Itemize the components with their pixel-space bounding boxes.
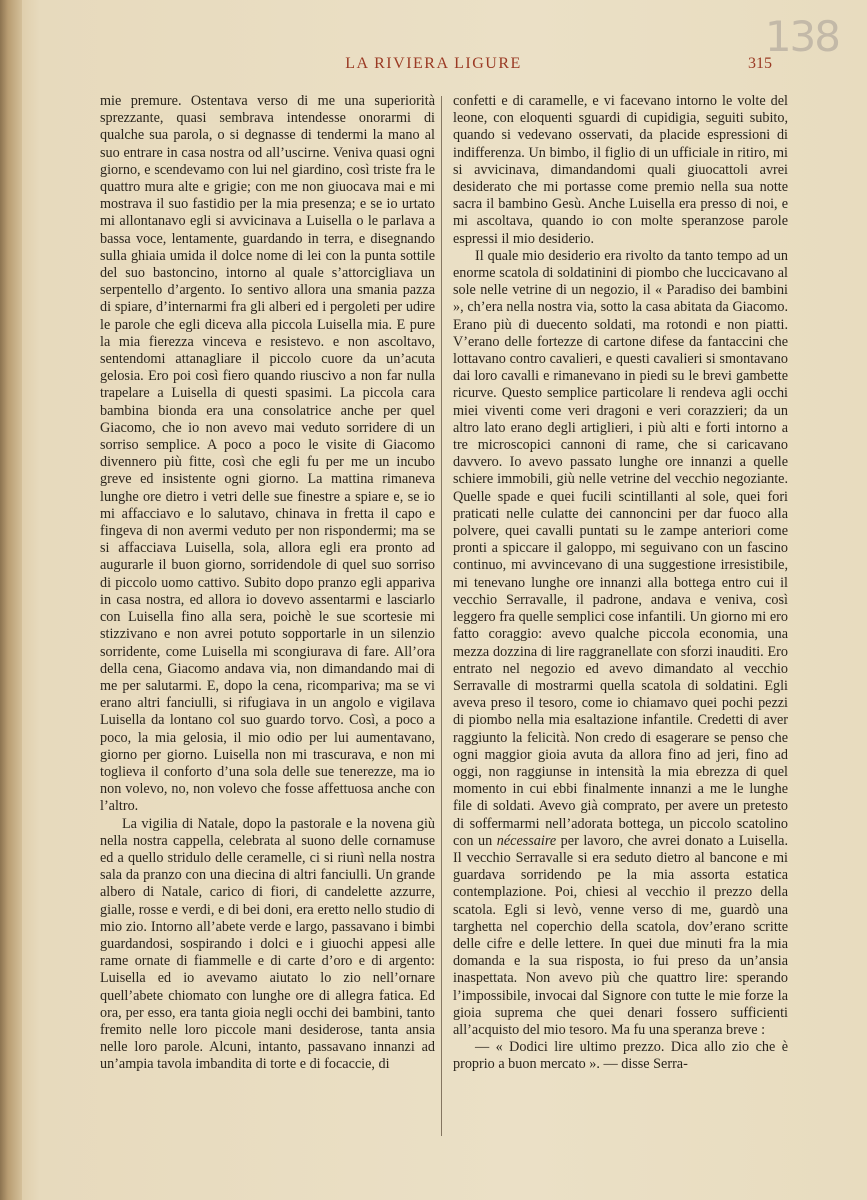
pencil-page-mark: 138 — [764, 12, 839, 61]
paragraph — [453, 248, 788, 1039]
paragraph-text: Il quale mio desiderio era rivolto da tanto tempo ad un enorme scatola di soldatinini di piombo che luccicavano al sole nelle vetrine di un negozio, il « Paradiso dei bambini », ch’era nella nostra via, sotto la casa abitata da Giacomo. Erano più di duecento soldati, ma rotondi e non piatti. V’erano delle fortezze di cartone difese da fantaccini che lottavano contro cavalieri, e questi cavalieri si smontavano dai loro cavalli e rimanevano in piedi su le brevi gambette ricurve. Questo semplice particolare li rendeva agli occhi miei viventi come veri dragoni e veri corazzieri; da un altro lato erano degli artiglieri, i più alti e forti intorno a tre microscopici cannoni di rame, che si caricavano davvero. Io avevo passato lunghe ore innanzi a quelle schiere immobili, giù nelle vetrine del vecchio negoziante. Quelle spade e quei fucili scintillanti al sole, quei fori praticati nelle culatte dei cannoncini per dar fuoco alla polvere, quei cavalli puntati su le zampe anteriori come pronti a spiccare il galoppo, mi seguivano con un fascino continuo, mi avvincevano di una suggestione irresistibile, mi tenevano lunghe ore innanzi alla bottega entro cui il vecchio Serravalle, il padrone, andava e veniva, così leggero fra quelle semplici cose infantili. Un giorno mi ero fatto coraggio: avevo qualche piccola economia, una mezza dozzina di lire raggranellate con sforzi inauditi. Ero entrato nel negozio ed avevo dimandato al vecchio Serravalle di mostrarmi quella scatola di soldatini. Egli aveva preso il tesoro, come io chiamavo quei pochi pezzi di piombo nella mia esaltazione infantile. Credetti di aver raggiunto la felicità. Non credo di esagerare se penso che ogni maggior gioia avuta da allora fino ad jeri, fino ad oggi, non raggiunse in intensità la mia ebrezza di quel momento in cui ebbi finalmente innanzi a me le lunghe file di soldati. Avevo già comprato, per avere un pretesto di soffermarmi nell’adorata bottega, un piccolo scatolino con un — [453, 247, 788, 849]
paragraph-text: per lavoro, che avrei donato a Luisella. Il vecchio Serravalle si era seduto dietro al bancone e mi guardava sorridendo pe la mia assorta estatica contemplazione. Poi, chiesi al vecchio il prezzo della scatola. Egli si levò, venne verso di me, guardò una targhetta nel coperchio della scatola, dov’erano scritte delle cifre e delle lettere. In quei due minuti fra la mia domanda e la sua risposta, io fui preso da un’ansia inaspettata. Non avevo più che quattro lire: sperando l’impossibile, invocai dal Signore con tutte le mie forze la gioia suprema che quei denari fossero sufficienti all’acquisto del mio tesoro. Ma fu una speranza breve : — [453, 832, 789, 1038]
right-column — [453, 93, 788, 1074]
paragraph: La vigilia di Natale, dopo la pastorale e la novena giù nella nostra cappella, celebrata al suono delle cornamuse ed a quello stridulo delle ceramelle, ci si riunì nella nostra sala da pranzo con una diecina di altri fanciulli. Un grande albero di Natale, carico di fiori, di candelette azzurre, gialle, rosse e verdi, e di bei doni, era eretto nello studio di mio zio. Intorno all’abete verde e largo, passavano i bimbi guardandosi, sospirando i dolci e i giuochi appesi alle rame ornate di fiammelle e di carte d’oro e di argento: Luisella ed io avevamo aiutato lo zio nell’ornare quell’abete chiomato con lunghe ore di allegra fatica. Ed ora, per esso, era tanta gioia negli occhi dei bambini, tanto fremito nelle loro piccole mani desiderose, tanta ansia nelle loro parole. Alcuni, intanto, passavano innanzi ad un’ampia tavola imbandita di torte e di focaccie, di — [100, 815, 435, 1073]
paragraph: mie premure. Ostentava verso di me una superiorità sprezzante, quasi sembrava intendesse onorarmi di qualche sua parola, o si degnasse di tendermi la mano al suo entrare in casa nostra od all’uscirne. Veniva quasi ogni giorno, e scendevamo con lui nel giardino, così triste fra le quattro mura alte e grigie; con me non giuocava mai e mi mostrava il suo fastidio per la mia presenza; e se io urtato mi allontanavo egli si avvicinava a Luisella o le parlava a bassa voce, lentamente, guardando in terra, e disegnando sulla ghiaia umida il dolce nome di lei con la punta sottile del suo bastoncino, intorno al quale s’attorcigliava un serpentello d’argento. Io sentivo allora una smania pazza di spiare, d’internarmi fra gli alberi ed i pergoleti per udire le parole che egli diceva alla piccola Luisella mia. E pure la mia fierezza vinceva e resistevo. e non ascoltavo, sentendomi attanagliare il piccolo cuore da un’acuta gelosia. Ero poi così fiero quando riuscivo a non far nulla trapelare a Luisella di questi spasimi. La piccola cara bambina bionda era una consolatrice anche per quel Giacomo, che io non avevo mai veduto sorridere di un sorriso semplice. A poco a poco le visite di Giacomo divennero più fitte, così che egli fu per me un incubo greve ed insistente ogni giorno. La mattina rimaneva lunghe ore dietro i vetri delle sue finestre a spiare e, se io mi affacciavo e lo salutavo, chinava in fretta il capo e fingeva di non avermi veduto per non rispondermi; ma se si affacciava Luisella, sola, allora egli era pronto ad augurarle il buon giorno, sorridendole di quel suo sorriso di piccolo uomo cattivo. Subito dopo pranzo egli appariva in casa nostra, ed allora io dovevo assentarmi e lasciarlo con Luisella fino alla sera, poichè le sue scortesie mi stizzivano e non avrei potuto sopportarle in un silenzio sorridente, come Luisella mi scongiurava di fare. All’ora della cena, Giacomo andava via, non dimandando mai di me per salutarmi. E, dopo la cena, ricompariva; ma se vi erano altri fanciulli, si rifugiava in un angolo e vigilava Luisella da lontano col suo guardo torvo. Così, a poco a poco, la mia gelosia, il mio odio per lui aumentavano, giorno per giorno. Luisella non mi trascurava, e non mi toglieva il conforto d’una sola delle sue tenerezze, ma io non volevo, no, non volevo che fosse affettuosa anche con l’altro. — [100, 93, 435, 815]
page-binding — [0, 0, 22, 1200]
running-title: LA RIVIERA LIGURE — [345, 55, 522, 72]
left-column — [100, 93, 435, 1074]
page-number: 315 — [748, 55, 772, 72]
paragraph: — « Dodici lire ultimo prezzo. Dica allo zio che è proprio a buon mercato ». — disse Serra- — [453, 1039, 788, 1073]
column-divider — [441, 96, 442, 1136]
page-header — [95, 55, 772, 79]
paragraph: confetti e di caramelle, e vi facevano intorno le volte del leone, con eloquenti sguardi di cupidigia, seguiti subito, quando si vedevano osservati, da placide espressioni di indifferenza. Un bimbo, il figlio di un ufficiale in ritiro, mi si avvicinava, dimandandomi quali giuocattoli avrei desiderato che mi portasse come premio nella sua notte sacra il bambino Gesù. Anche Luisella era presso di noi, e mi ascoltava, quando io con molte speranzose parole espressi il mio desiderio. — [453, 93, 788, 247]
italic-word: nécessaire — [496, 832, 557, 849]
